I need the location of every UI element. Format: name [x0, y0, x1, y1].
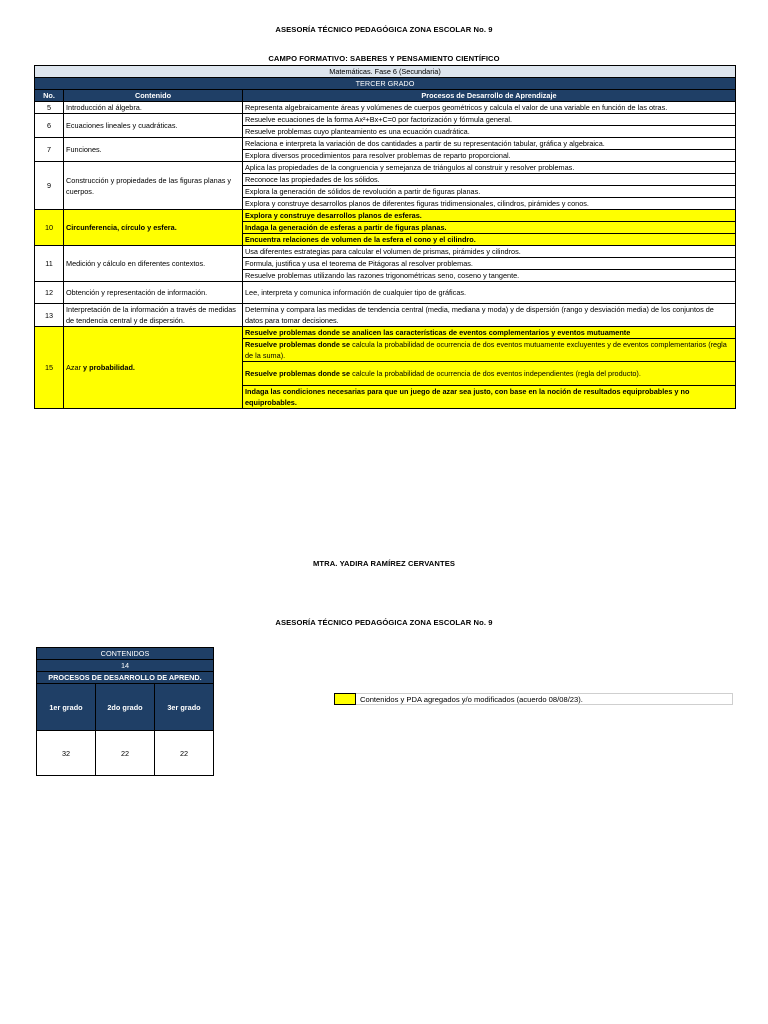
- col-contenido-header: Contenido: [64, 90, 243, 102]
- grade-count: 22: [96, 731, 155, 776]
- grade-count: 22: [155, 731, 214, 776]
- row-number: 6: [35, 114, 64, 138]
- row-contenido: Obtención y representación de información.: [64, 282, 243, 304]
- row-contenido: Medición y cálculo en diferentes contextos.: [64, 246, 243, 282]
- grade-band: TERCER GRADO: [35, 78, 736, 90]
- procesos-label: PROCESOS DE DESARROLLO DE APREND.: [37, 672, 214, 684]
- row-number: 13: [35, 304, 64, 327]
- proceso-bold: Indaga las condiciones necesarias para que un juego de azar sea justo, con base en la noción de resultados equiprobables y no equiprobables.: [245, 387, 690, 407]
- subject-band: Matemáticas. Fase 6 (Secundaria): [35, 66, 736, 78]
- row-proceso: Aplica las propiedades de la congruencia y semejanza de triángulos al construir y resolver problemas.: [243, 162, 736, 174]
- table-row: [35, 102, 736, 114]
- pda-table: [34, 65, 736, 409]
- row-proceso: Relaciona e interpreta la variación de dos cantidades a partir de su representación tabular, gráfica y algebraica.: [243, 138, 736, 150]
- legend: [334, 693, 733, 705]
- table-row: [35, 327, 736, 339]
- row-contenido: Interpretación de la información a través de medidas de tendencia central y de dispersión.: [64, 304, 243, 327]
- summary-table: [36, 647, 214, 776]
- row-number: 5: [35, 102, 64, 114]
- row-proceso: Determina y compara las medidas de tendencia central (media, mediana y moda) y de dispersión (rango y desviación media) de los conjuntos de datos para tomar decisiones.: [243, 304, 736, 327]
- row-proceso: [243, 386, 736, 409]
- contenido-part: Azar: [66, 363, 84, 372]
- row-proceso: Representa algebraicamente áreas y volúmenes de cuerpos geométricos y calcula el valor de una variable en función de las otras.: [243, 102, 736, 114]
- row-proceso: Resuelve problemas utilizando las razones trigonométricas seno, coseno y tangente.: [243, 270, 736, 282]
- row-proceso: Encuentra relaciones de volumen de la esfera el cono y el cilindro.: [243, 234, 736, 246]
- col-procesos-header: Procesos de Desarrollo de Aprendizaje: [243, 90, 736, 102]
- table-row: [35, 138, 736, 150]
- proceso-rest: calcule la probabilidad de ocurrencia de dos eventos independientes (regla del producto).: [352, 369, 641, 378]
- row-number: 12: [35, 282, 64, 304]
- row-proceso: Lee, interpreta y comunica información de cualquier tipo de gráficas.: [243, 282, 736, 304]
- table-row: [35, 114, 736, 126]
- col-no-header: No.: [35, 90, 64, 102]
- row-number: 11: [35, 246, 64, 282]
- table-row: [35, 162, 736, 174]
- grade-header: 1er grado: [37, 684, 96, 731]
- grade-count: 32: [37, 731, 96, 776]
- row-contenido: Ecuaciones lineales y cuadráticas.: [64, 114, 243, 138]
- row-contenido: Construcción y propiedades de las figuras planas y cuerpos.: [64, 162, 243, 210]
- grade-header: 2do grado: [96, 684, 155, 731]
- document-title-2: ASESORÍA TÉCNICO PEDAGÓGICA ZONA ESCOLAR No. 9: [275, 618, 493, 627]
- row-proceso: [243, 327, 736, 339]
- row-proceso: Formula, justifica y usa el teorema de Pitágoras al resolver problemas.: [243, 258, 736, 270]
- table-row: [35, 282, 736, 304]
- row-proceso: [243, 339, 736, 362]
- row-number: 9: [35, 162, 64, 210]
- row-proceso: Resuelve ecuaciones de la forma Ax²+Bx+C=0 por factorización y fórmula general.: [243, 114, 736, 126]
- row-proceso: Resuelve problemas cuyo planteamiento es una ecuación cuadrática.: [243, 126, 736, 138]
- legend-text: Contenidos y PDA agregados y/o modificados (acuerdo 08/08/23).: [360, 694, 583, 704]
- grade-header: 3er grado: [155, 684, 214, 731]
- row-proceso: Explora diversos procedimientos para resolver problemas de reparto proporcional.: [243, 150, 736, 162]
- row-proceso: Explora la generación de sólidos de revolución a partir de figuras planas.: [243, 186, 736, 198]
- row-proceso: Reconoce las propiedades de los sólidos.: [243, 174, 736, 186]
- proceso-bold: Resuelve problemas donde se: [245, 369, 353, 378]
- row-proceso: Usa diferentes estrategias para calcular el volumen de prismas, pirámides y cilindros.: [243, 246, 736, 258]
- proceso-bold: Resuelve problemas donde se analicen las características de eventos complementarios y eventos mutuamente: [245, 328, 631, 337]
- contenidos-value: 14: [37, 660, 214, 672]
- row-contenido: Funciones.: [64, 138, 243, 162]
- row-number: 10: [35, 210, 64, 246]
- campo-formativo: CAMPO FORMATIVO: SABERES Y PENSAMIENTO CIENTÍFICO: [268, 54, 500, 63]
- proceso-rest: calcula la probabilidad de ocurrencia de dos eventos mutuamente excluyentes y de eventos complementarios (regla de la suma).: [245, 340, 727, 360]
- row-proceso: [243, 362, 736, 386]
- row-proceso: Explora y construye desarrollos planos de diferentes figuras tridimensionales, cilindros, pirámides y conos.: [243, 198, 736, 210]
- row-contenido: Introducción al álgebra.: [64, 102, 243, 114]
- table-row: [35, 304, 736, 327]
- legend-swatch: [334, 693, 356, 705]
- row-contenido: [64, 327, 243, 409]
- document-title: ASESORÍA TÉCNICO PEDAGÓGICA ZONA ESCOLAR No. 9: [275, 25, 493, 34]
- row-proceso: Indaga la generación de esferas a partir de figuras planas.: [243, 222, 736, 234]
- row-proceso: Explora y construye desarrollos planos de esferas.: [243, 210, 736, 222]
- row-contenido: Circunferencia, círculo y esfera.: [64, 210, 243, 246]
- contenido-part-bold: y probabilidad.: [83, 363, 135, 372]
- row-number: 7: [35, 138, 64, 162]
- contenidos-label: CONTENIDOS: [37, 648, 214, 660]
- row-number: 15: [35, 327, 64, 409]
- proceso-bold: Resuelve problemas donde se: [245, 340, 353, 349]
- table-row: [35, 246, 736, 258]
- table-row: [35, 210, 736, 222]
- signature-name: MTRA. YADIRA RAMÍREZ CERVANTES: [312, 559, 456, 568]
